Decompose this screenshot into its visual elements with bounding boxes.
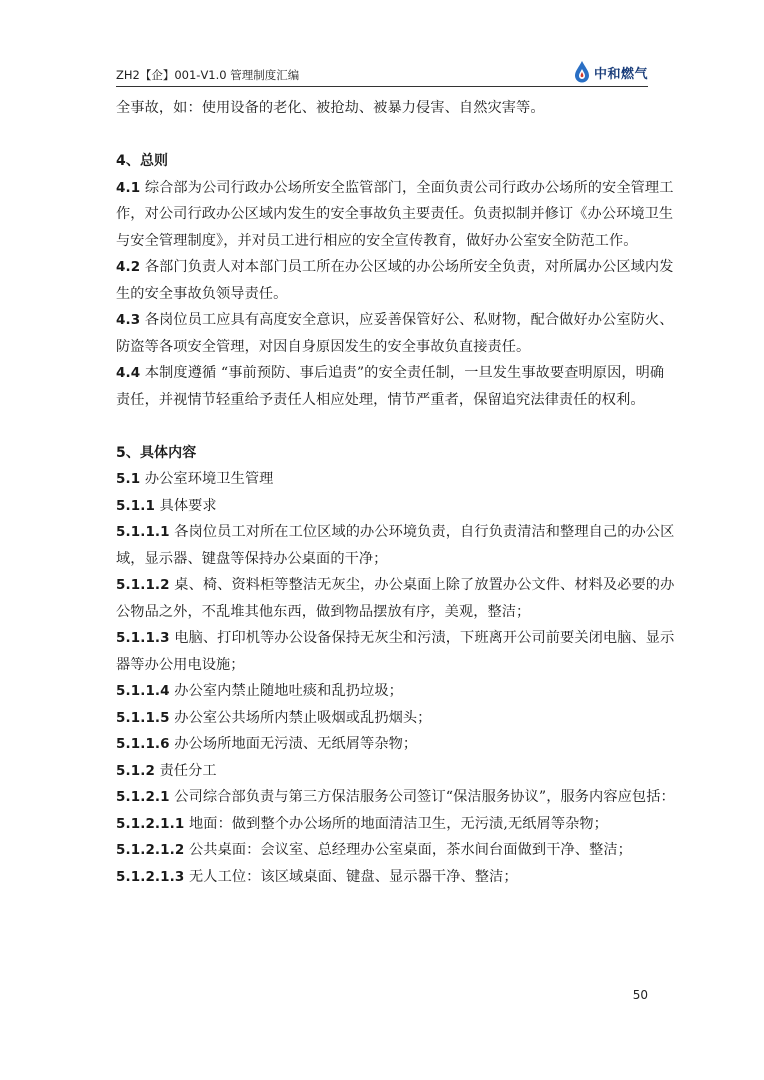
clause-text: 办公室内禁止随地吐痰和乱扔垃圾； (174, 683, 403, 699)
clause-number: 5.1.2.1.1 (116, 815, 185, 832)
page-header (116, 58, 648, 88)
drop-flame-logo-icon (573, 60, 591, 84)
clause-text: 办公室环境卫生管理 (144, 471, 274, 487)
clause-text: 办公场所地面无污渍、无纸屑等杂物； (174, 736, 418, 752)
clause-text: 各岗位员工应具有高度安全意识，应妥善保管好公、私财物，配合做好办公室防火、 (144, 312, 674, 328)
line-text: 公物品之外，不乱堆其他东西，做到物品摆放有序，美观，整洁； (116, 603, 531, 620)
section-heading-5: 5、具体内容 (116, 444, 197, 461)
clause-number: 5.1.2.1 (116, 789, 170, 805)
line-text: 生的安全事故负领导责任。 (116, 285, 288, 302)
section-heading-4: 4、总则 (116, 153, 169, 169)
clause-number: 5.1.2.1.3 (116, 868, 185, 885)
clause-text: 公共桌面：会议室、总经理办公室桌面，茶水间台面做到干净、整洁； (189, 842, 632, 858)
clause-number: 5.1.2.1.2 (116, 842, 185, 858)
clause-number: 5.1.1.5 (116, 709, 170, 726)
paragraph-line (116, 95, 646, 122)
clause-5-1-1-6 (116, 731, 646, 758)
document-body (116, 95, 675, 890)
blank-line (116, 122, 646, 149)
clause-5-1-1-1 (116, 519, 675, 546)
clause-5-1 (116, 466, 646, 493)
line-text: 域，显示器、键盘等保持办公桌面的干净； (116, 550, 388, 567)
paragraph-line (116, 228, 646, 255)
clause-number: 5.1.1.1 (116, 524, 170, 540)
clause-number: 5.1 (116, 471, 141, 487)
clause-text: 办公室公共场所内禁止吸烟或乱扔烟头； (174, 709, 432, 726)
line-text: 器等办公用电设施； (116, 656, 245, 673)
line-text: 全事故，如：使用设备的老化、被抢劫、被暴力侵害、自然灾害等。 (116, 100, 545, 116)
page-number: 50 (632, 988, 648, 1002)
clause-number: 4.2 (116, 259, 141, 275)
clause-4-3 (116, 307, 674, 334)
paragraph-line (116, 201, 674, 228)
company-logo (573, 58, 648, 86)
clause-text: 具体要求 (159, 497, 217, 514)
clause-number: 5.1.1 (116, 497, 155, 514)
clause-text: 桌、椅、资料柜等整洁无灰尘，办公桌面上除了放置办公文件、材料及必要的办 (174, 577, 675, 593)
paragraph-line (116, 281, 646, 308)
blank-line (116, 413, 646, 440)
clause-5-1-1-2 (116, 572, 675, 599)
paragraph-line (116, 334, 646, 361)
clause-5-1-1-3 (116, 625, 675, 652)
clause-text: 公司综合部负责与第三方保洁服务公司签订“保洁服务协议”，服务内容应包括： (174, 789, 675, 805)
clause-5-1-2-1-2 (116, 837, 646, 864)
clause-text: 本制度遵循 “事前预防、事后追责”的安全责任制，一旦发生事故要查明原因，明确 (144, 365, 665, 381)
line-text: 与安全管理制度》，并对员工进行相应的安全宣传教育，做好办公室安全防范工作。 (116, 232, 638, 249)
clause-number: 5.1.1.2 (116, 577, 170, 593)
clause-text: 各岗位员工对所在工位区域的办公环境负责，自行负责清洁和整理自己的办公区 (174, 524, 675, 540)
clause-5-1-1 (116, 493, 646, 520)
clause-text: 综合部为公司行政办公场所安全监管部门，全面负责公司行政办公场所的安全管理工 (144, 179, 674, 196)
clause-number: 5.1.1.6 (116, 736, 170, 752)
paragraph-line (116, 652, 646, 679)
clause-5-1-2-1 (116, 784, 675, 811)
clause-4-4 (116, 360, 665, 387)
clause-number: 4.4 (116, 365, 141, 381)
clause-5-1-2 (116, 758, 646, 785)
logo-text: 中和燃气 (593, 66, 648, 82)
clause-number: 5.1.2 (116, 762, 155, 779)
clause-text: 电脑、打印机等办公设备保持无灰尘和污渍，下班离开公司前要关闭电脑、显示 (174, 630, 675, 646)
clause-number: 4.3 (116, 312, 141, 328)
clause-5-1-1-4 (116, 678, 646, 705)
clause-4-1 (116, 175, 674, 202)
paragraph-line (116, 599, 646, 626)
paragraph-line (116, 546, 646, 573)
clause-text: 责任分工 (159, 762, 217, 779)
clause-text: 无人工位：该区域桌面、键盘、显示器干净、整洁； (189, 868, 518, 885)
clause-text: 地面：做到整个办公场所的地面清洁卫生，无污渍,无纸屑等杂物； (189, 815, 608, 832)
clause-text: 各部门负责人对本部门员工所在办公区域的办公场所安全负责，对所属办公区域内发 (144, 259, 674, 275)
clause-number: 5.1.1.3 (116, 630, 170, 646)
paragraph-line (116, 387, 646, 414)
clause-5-1-2-1-1 (116, 811, 646, 838)
line-text: 作，对公司行政办公区域内发生的安全事故负主要责任。负责拟制并修订《办公环境卫生 (116, 206, 674, 222)
header-divider (116, 86, 648, 87)
line-text: 防盗等各项安全管理，对因自身原因发生的安全事故负直接责任。 (116, 338, 531, 355)
line-text: 责任，并视情节轻重给予责任人相应处理，情节严重者，保留追究法律责任的权利。 (116, 391, 645, 408)
clause-number: 5.1.1.4 (116, 683, 170, 699)
clause-5-1-1-5 (116, 705, 646, 732)
header-title: ZH2【企】001-V1.0 管理制度汇编 (116, 68, 300, 82)
clause-5-1-2-1-3 (116, 864, 646, 891)
clause-number: 4.1 (116, 179, 141, 196)
clause-4-2 (116, 254, 674, 281)
